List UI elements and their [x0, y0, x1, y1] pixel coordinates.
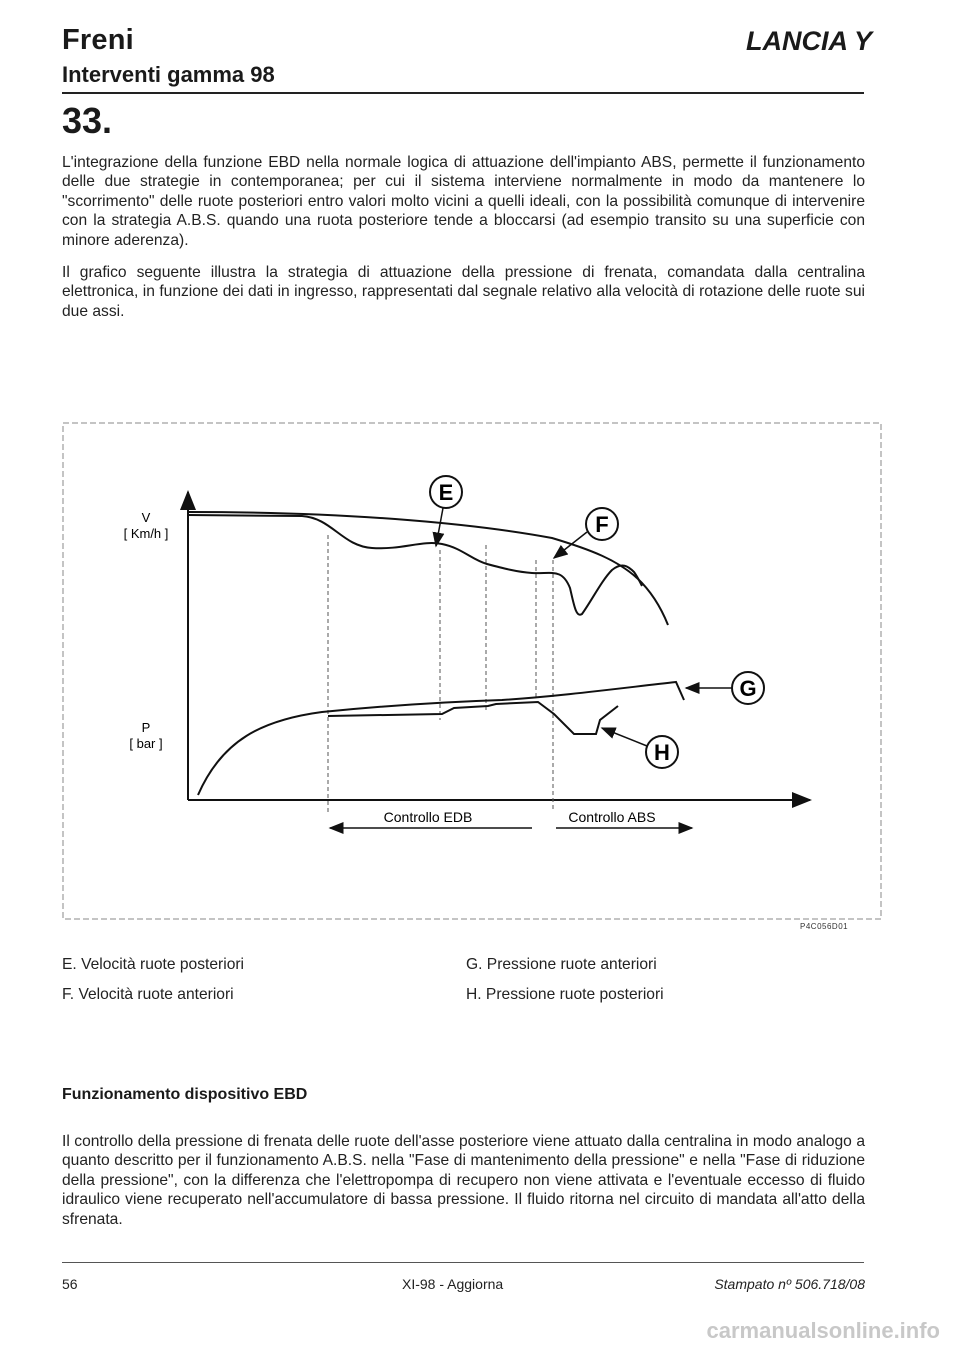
legend-h: H. Pressione ruote posteriori [466, 986, 664, 1003]
paragraph-ebd: Il controllo della pressione di frenata delle ruote dell'asse posteriore viene attuato dalla centralina in modo analogo a quanto descritto per il funzionamento A.B.S. nella "Fase di mantenimento della pressione" e nella "Fase di riduzione della pressione", con la differenza che l'elettropompa di recupero non viene attivata e l'eventuale eccesso di fluido idraulico viene recuperato nell'accumulatore di bassa pressione. Il fluido ritorna nel circuito di mandata all'atto della sfrenata. [62, 1133, 865, 1228]
axis-v-label: V [141, 510, 151, 525]
axis-v-unit: [ Km/h ] [123, 526, 169, 541]
legend-g: G. Pressione ruote anteriori [466, 956, 657, 973]
axis-p-unit: [ bar ] [129, 736, 163, 751]
callout-g [686, 672, 764, 704]
section-heading: Funzionamento dispositivo EBD [62, 1086, 308, 1103]
print-reference: Stampato nº 506.718/08 [714, 1276, 865, 1292]
brake-strategy-figure [62, 420, 882, 920]
callout-g-letter: G [739, 676, 757, 701]
section-number: 33. [62, 100, 113, 141]
paragraph-intro: L'integrazione della funzione EBD nella normale logica di attuazione dell'impianto ABS, permette il funzionamento delle due strategie in contemporanea; per cui il sistema interviene normalmente in modo da mantenere lo "scorrimento" delle ruote posteriori entro valori molto vicini a quelli ideali, con la possibilità comunque di intervenire con la strategia A.B.S. quando una ruota posteriore tende a bloccarsi (ad esempio transito su una superficie con minore aderenza). [62, 154, 865, 249]
callout-e [430, 476, 462, 546]
axis-p-label: P [141, 720, 151, 735]
phase-markers [328, 535, 553, 812]
page-number: 56 [62, 1276, 78, 1292]
page-subtitle: Interventi gamma 98 [62, 62, 275, 87]
rear-wheel-speed-curve [188, 515, 642, 615]
watermark: carmanualsonline.info [706, 1318, 940, 1343]
header-rule [62, 92, 864, 94]
paragraph-graph-intro: Il grafico seguente illustra la strategia di attuazione della pressione di frenata, comandata dalla centralina elettronica, in funzione dei dati in ingresso, rappresentati dal segnale relativo alla velocità di rotazione delle ruote sui due assi. [62, 264, 865, 320]
figure-frame [63, 423, 881, 919]
callout-f [554, 508, 618, 558]
edition-label: XI-98 - Aggiorna [402, 1276, 504, 1292]
callout-e-letter: E [438, 480, 454, 505]
figure-code: P4C056D01 [800, 922, 849, 931]
brake-strategy-diagram [62, 420, 882, 920]
range-abs-label: Controllo ABS [568, 809, 656, 825]
callout-h [602, 728, 678, 768]
legend-e: E. Velocità ruote posteriori [62, 956, 245, 973]
callout-h-letter: H [654, 740, 670, 765]
footer-rule [62, 1262, 864, 1263]
brand-label: LANCIA Y [745, 26, 872, 56]
range-edb-label: Controllo EDB [383, 809, 473, 825]
page-title: Freni [62, 24, 134, 56]
callout-f-letter: F [595, 512, 609, 537]
legend-f: F. Velocità ruote anteriori [62, 986, 234, 1003]
front-pressure-curve [198, 682, 684, 795]
